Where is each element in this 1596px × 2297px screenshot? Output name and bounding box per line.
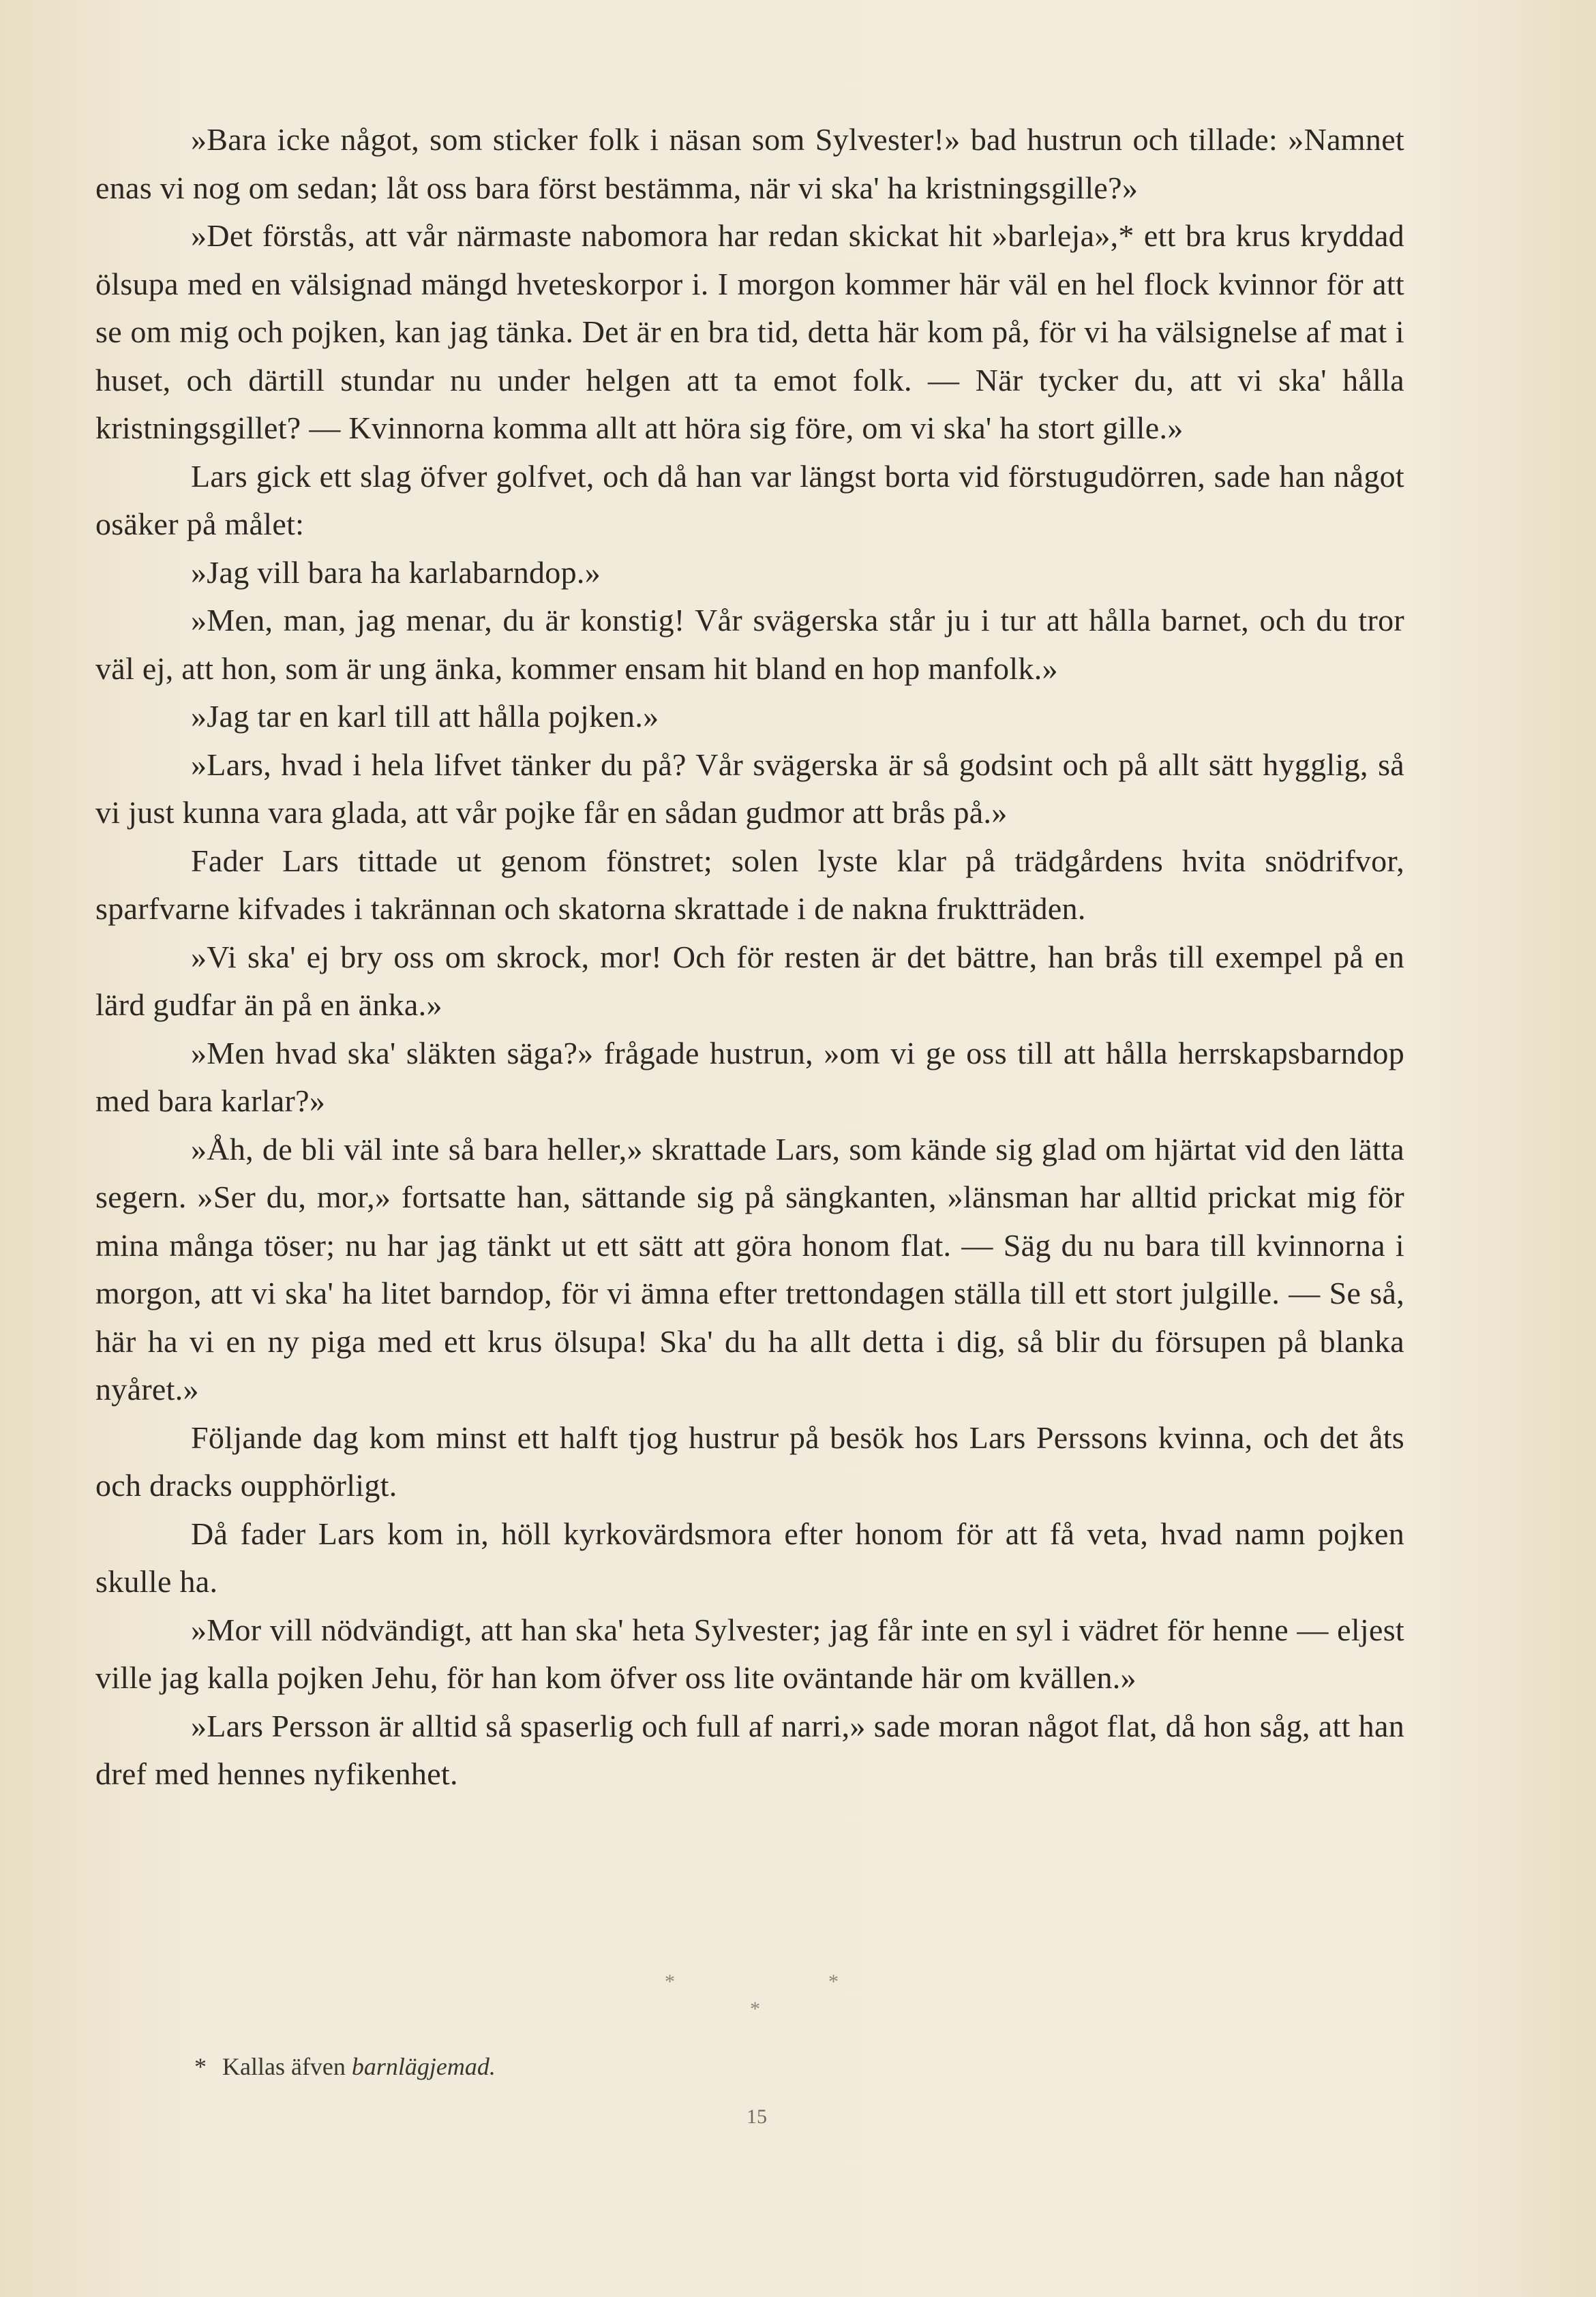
paragraph: Då fader Lars kom in, höll kyrkovärdsmora efter honom för att få veta, hvad namn pojken skulle ha. (95, 1516, 1404, 1599)
paragraph: »Jag tar en karl till att hålla pojken.» (191, 699, 659, 734)
paragraph: »Vi ska' ej bry oss om skrock, mor! Och för resten är det bättre, han brås till exempel på en lärd gudfar än på en änka.» (95, 939, 1404, 1022)
footnote (194, 2052, 496, 2081)
footnote-term: barnlägjemad. (351, 2053, 496, 2080)
footnote-mark: * (194, 2053, 207, 2080)
paragraph: »Lars Persson är alltid så spaserlig och full af narri,» sade moran något flat, då hon såg, att han dref med hennes nyfikenhet. (95, 1708, 1404, 1791)
paragraph: »Men hvad ska' släkten säga?» frågade hustrun, »om vi ge oss till att hålla herrskapsbarndop med bara karlar?» (95, 1035, 1404, 1118)
paragraph: »Jag vill bara ha karlabarndop.» (191, 554, 601, 590)
paragraph: »Bara icke något, som sticker folk i näsan som Sylvester!» bad hustrun och tillade: »Namnet enas vi nog om sedan; låt oss bara först bestämma, när vi ska' ha kristningsgille?» (95, 122, 1404, 205)
footnote-text: Kallas äfven (222, 2053, 346, 2080)
asterism-mark: * (750, 1998, 760, 2020)
paragraph: Lars gick ett slag öfver golfvet, och då han var längst borta vid förstugudörren, sade han något osäker på målet: (95, 458, 1404, 541)
paragraph: »Åh, de bli väl inte så bara heller,» skrattade Lars, som kände sig glad om hjärtat vid den lätta segern. »Ser du, mor,» fortsatte han, sättande sig på sängkanten, »länsman har alltid prickat mig för mina många töser; nu har jag tänkt ut ett sätt att göra honom flat. — Säg du nu bara till kvinnorna i morgon, att vi ska' ha litet barndop, för vi ämna efter trettondagen ställa till ett stort julgille. — Se så, här ha vi en ny piga med ett krus ölsupa! Ska' du ha allt detta i dig, så blir du försupen på blanka nyåret.» (95, 1131, 1404, 1407)
asterism-mark: * (665, 1970, 675, 1993)
paragraph: Följande dag kom minst ett halft tjog hustrur på besök hos Lars Perssons kvinna, och det åts och dracks oupphörligt. (95, 1420, 1404, 1503)
section-separator (654, 1970, 859, 2025)
paragraph: »Mor vill nödvändigt, att han ska' heta Sylvester; jag får inte en syl i vädret för henne — eljest ville jag kalla pojken Jehu, för han kom öfver oss lite oväntande här om kvällen.» (95, 1612, 1404, 1695)
paragraph: »Men, man, jag menar, du är konstig! Vår svägerska står ju i tur att hålla barnet, och du tror väl ej, att hon, som är ung änka, kommer ensam hit bland en hop manfolk.» (95, 603, 1404, 686)
body-text (95, 116, 1404, 1799)
paragraph: »Lars, hvad i hela lifvet tänker du på? Vår svägerska är så godsint och på allt sätt hygglig, så vi just kunna vara glada, att vår pojke får en sådan gudmor att brås på.» (95, 747, 1404, 830)
paragraph: Fader Lars tittade ut genom fönstret; solen lyste klar på trädgårdens hvita snödrifvor, sparfvarne kifvades i takrännan och skatorna skrattade i de nakna fruktträden. (95, 843, 1404, 926)
paragraph: »Det förstås, att vår närmaste nabomora har redan skickat hit »barleja»,* ett bra krus kryddad ölsupa med en välsignad mängd hveteskorpor i. I morgon kommer här väl en hel flock kvinnor för att se om mig och pojken, kan jag tänka. Det är en bra tid, detta här kom på, för vi ha välsignelse af mat i huset, och därtill stundar nu under helgen att ta emot folk. — När tycker du, att vi ska' hålla kristningsgillet? — Kvinnorna komma allt att höra sig före, om vi ska' ha stort gille.» (95, 218, 1404, 445)
page-number: 15 (747, 2105, 767, 2128)
asterism-mark: * (828, 1970, 839, 1993)
